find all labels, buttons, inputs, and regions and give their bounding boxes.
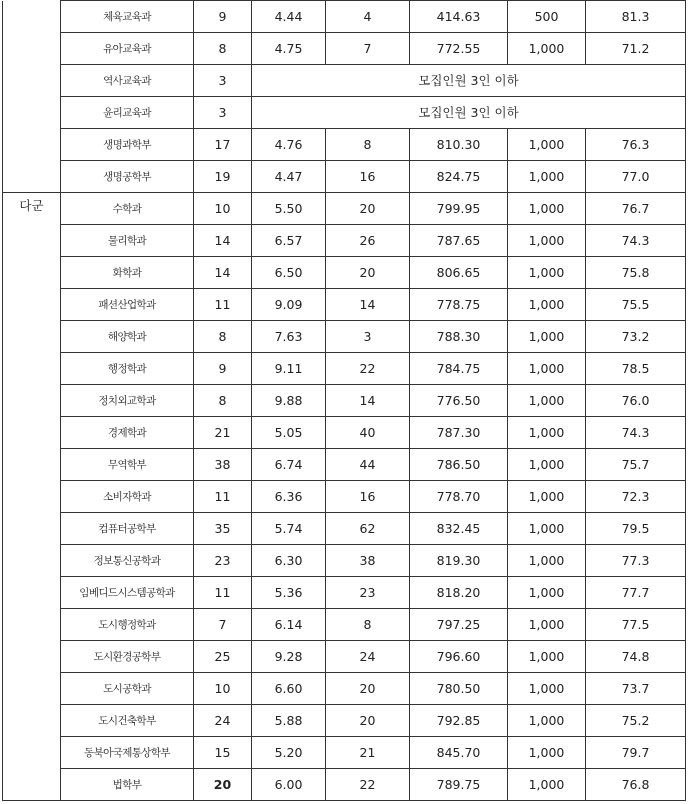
table-body (3, 1, 686, 801)
full-score-cell: 1,000 (508, 33, 586, 65)
average-score-cell: 414.63 (410, 1, 508, 33)
percentage-cell: 76.0 (586, 385, 686, 417)
competition-ratio-cell: 6.60 (252, 673, 326, 705)
table-row (3, 129, 686, 161)
percentage-cell: 76.7 (586, 193, 686, 225)
average-score-cell: 787.30 (410, 417, 508, 449)
additional-acceptance-cell: 20 (326, 257, 410, 289)
full-score-cell: 1,000 (508, 481, 586, 513)
competition-ratio-cell: 6.74 (252, 449, 326, 481)
average-score-cell: 796.60 (410, 641, 508, 673)
quota-cell: 21 (194, 417, 252, 449)
average-score-cell: 780.50 (410, 673, 508, 705)
full-score-cell: 1,000 (508, 641, 586, 673)
additional-acceptance-cell: 22 (326, 769, 410, 801)
department-name-cell: 동북아국제통상학부 (61, 737, 194, 769)
department-name-cell: 생명과학부 (61, 129, 194, 161)
percentage-cell: 77.5 (586, 609, 686, 641)
full-score-cell: 1,000 (508, 385, 586, 417)
table-row (3, 321, 686, 353)
quota-cell: 9 (194, 353, 252, 385)
percentage-cell: 79.5 (586, 513, 686, 545)
quota-cell: 3 (194, 97, 252, 129)
competition-ratio-cell: 5.20 (252, 737, 326, 769)
table-row (3, 193, 686, 225)
table-row (3, 705, 686, 737)
quota-cell: 14 (194, 225, 252, 257)
table-row (3, 289, 686, 321)
quota-cell: 11 (194, 481, 252, 513)
merged-note-cell: 모집인원 3인 이하 (252, 65, 686, 97)
percentage-cell: 74.3 (586, 417, 686, 449)
percentage-cell: 81.3 (586, 1, 686, 33)
competition-ratio-cell: 9.09 (252, 289, 326, 321)
percentage-cell: 77.0 (586, 161, 686, 193)
department-name-cell: 생명공학부 (61, 161, 194, 193)
average-score-cell: 797.25 (410, 609, 508, 641)
quota-cell: 11 (194, 289, 252, 321)
department-name-cell: 윤리교육과 (61, 97, 194, 129)
percentage-cell: 75.7 (586, 449, 686, 481)
quota-cell: 11 (194, 577, 252, 609)
department-name-cell: 임베디드시스템공학과 (61, 577, 194, 609)
table-row (3, 1, 686, 33)
quota-cell: 14 (194, 257, 252, 289)
additional-acceptance-cell: 22 (326, 353, 410, 385)
competition-ratio-cell: 5.50 (252, 193, 326, 225)
percentage-cell: 73.2 (586, 321, 686, 353)
percentage-cell: 77.7 (586, 577, 686, 609)
department-name-cell: 물리학과 (61, 225, 194, 257)
percentage-cell: 78.5 (586, 353, 686, 385)
quota-cell: 15 (194, 737, 252, 769)
average-score-cell: 824.75 (410, 161, 508, 193)
average-score-cell: 845.70 (410, 737, 508, 769)
table-row (3, 513, 686, 545)
full-score-cell: 1,000 (508, 193, 586, 225)
table-row (3, 33, 686, 65)
quota-cell: 25 (194, 641, 252, 673)
additional-acceptance-cell: 38 (326, 545, 410, 577)
percentage-cell: 71.2 (586, 33, 686, 65)
full-score-cell: 1,000 (508, 577, 586, 609)
department-name-cell: 도시건축학부 (61, 705, 194, 737)
full-score-cell: 1,000 (508, 545, 586, 577)
quota-cell: 38 (194, 449, 252, 481)
percentage-cell: 77.3 (586, 545, 686, 577)
percentage-cell: 76.8 (586, 769, 686, 801)
competition-ratio-cell: 5.05 (252, 417, 326, 449)
department-name-cell: 역사교육과 (61, 65, 194, 97)
average-score-cell: 776.50 (410, 385, 508, 417)
competition-ratio-cell: 4.44 (252, 1, 326, 33)
average-score-cell: 799.95 (410, 193, 508, 225)
full-score-cell: 1,000 (508, 513, 586, 545)
table-row (3, 641, 686, 673)
percentage-cell: 75.8 (586, 257, 686, 289)
full-score-cell: 1,000 (508, 129, 586, 161)
additional-acceptance-cell: 14 (326, 385, 410, 417)
average-score-cell: 819.30 (410, 545, 508, 577)
average-score-cell: 806.65 (410, 257, 508, 289)
additional-acceptance-cell: 4 (326, 1, 410, 33)
full-score-cell: 1,000 (508, 225, 586, 257)
group-b-label-cell: 다군 (3, 193, 61, 801)
department-name-cell: 컴퓨터공학부 (61, 513, 194, 545)
table-row (3, 769, 686, 801)
competition-ratio-cell: 9.88 (252, 385, 326, 417)
table-row (3, 449, 686, 481)
percentage-cell: 76.3 (586, 129, 686, 161)
department-name-cell: 정보통신공학과 (61, 545, 194, 577)
table-row (3, 577, 686, 609)
additional-acceptance-cell: 21 (326, 737, 410, 769)
average-score-cell: 772.55 (410, 33, 508, 65)
average-score-cell: 788.30 (410, 321, 508, 353)
quota-cell: 24 (194, 705, 252, 737)
percentage-cell: 75.5 (586, 289, 686, 321)
additional-acceptance-cell: 3 (326, 321, 410, 353)
department-name-cell: 해양학과 (61, 321, 194, 353)
average-score-cell: 784.75 (410, 353, 508, 385)
average-score-cell: 778.75 (410, 289, 508, 321)
department-name-cell: 정치외교학과 (61, 385, 194, 417)
quota-cell: 9 (194, 1, 252, 33)
group-a-cell (3, 1, 61, 193)
quota-cell: 10 (194, 673, 252, 705)
additional-acceptance-cell: 44 (326, 449, 410, 481)
average-score-cell: 832.45 (410, 513, 508, 545)
additional-acceptance-cell: 8 (326, 609, 410, 641)
additional-acceptance-cell: 23 (326, 577, 410, 609)
additional-acceptance-cell: 14 (326, 289, 410, 321)
table-row (3, 481, 686, 513)
competition-ratio-cell: 9.28 (252, 641, 326, 673)
competition-ratio-cell: 6.50 (252, 257, 326, 289)
competition-ratio-cell: 7.63 (252, 321, 326, 353)
additional-acceptance-cell: 16 (326, 161, 410, 193)
quota-cell: 23 (194, 545, 252, 577)
competition-ratio-cell: 9.11 (252, 353, 326, 385)
department-name-cell: 경제학과 (61, 417, 194, 449)
quota-cell: 8 (194, 385, 252, 417)
percentage-cell: 75.2 (586, 705, 686, 737)
additional-acceptance-cell: 20 (326, 673, 410, 705)
competition-ratio-cell: 4.75 (252, 33, 326, 65)
competition-ratio-cell: 6.14 (252, 609, 326, 641)
quota-cell: 7 (194, 609, 252, 641)
percentage-cell: 74.3 (586, 225, 686, 257)
department-name-cell: 도시행정학과 (61, 609, 194, 641)
full-score-cell: 1,000 (508, 769, 586, 801)
average-score-cell: 818.20 (410, 577, 508, 609)
department-name-cell: 무역학부 (61, 449, 194, 481)
quota-cell: 19 (194, 161, 252, 193)
full-score-cell: 1,000 (508, 449, 586, 481)
additional-acceptance-cell: 7 (326, 33, 410, 65)
full-score-cell: 1,000 (508, 257, 586, 289)
quota-cell: 17 (194, 129, 252, 161)
department-name-cell: 행정학과 (61, 353, 194, 385)
full-score-cell: 1,000 (508, 161, 586, 193)
percentage-cell: 73.7 (586, 673, 686, 705)
department-name-cell: 소비자학과 (61, 481, 194, 513)
additional-acceptance-cell: 62 (326, 513, 410, 545)
table-row (3, 673, 686, 705)
additional-acceptance-cell: 26 (326, 225, 410, 257)
full-score-cell: 1,000 (508, 417, 586, 449)
competition-ratio-cell: 6.30 (252, 545, 326, 577)
table-row (3, 385, 686, 417)
department-name-cell: 도시환경공학부 (61, 641, 194, 673)
table-row (3, 417, 686, 449)
table-row (3, 737, 686, 769)
department-name-cell: 유아교육과 (61, 33, 194, 65)
additional-acceptance-cell: 40 (326, 417, 410, 449)
quota-cell: 35 (194, 513, 252, 545)
full-score-cell: 1,000 (508, 353, 586, 385)
full-score-cell: 500 (508, 1, 586, 33)
quota-cell: 3 (194, 65, 252, 97)
department-name-cell: 도시공학과 (61, 673, 194, 705)
competition-ratio-cell: 4.76 (252, 129, 326, 161)
table-row (3, 225, 686, 257)
additional-acceptance-cell: 16 (326, 481, 410, 513)
full-score-cell: 1,000 (508, 321, 586, 353)
competition-ratio-cell: 6.57 (252, 225, 326, 257)
full-score-cell: 1,000 (508, 673, 586, 705)
quota-cell: 10 (194, 193, 252, 225)
department-name-cell: 패션산업학과 (61, 289, 194, 321)
quota-cell: 20 (194, 769, 252, 801)
merged-note-cell: 모집인원 3인 이하 (252, 97, 686, 129)
table-row (3, 65, 686, 97)
table-row (3, 545, 686, 577)
average-score-cell: 778.70 (410, 481, 508, 513)
competition-ratio-cell: 6.00 (252, 769, 326, 801)
additional-acceptance-cell: 20 (326, 193, 410, 225)
department-name-cell: 법학부 (61, 769, 194, 801)
full-score-cell: 1,000 (508, 737, 586, 769)
department-name-cell: 체육교육과 (61, 1, 194, 33)
full-score-cell: 1,000 (508, 289, 586, 321)
competition-ratio-cell: 5.74 (252, 513, 326, 545)
table-row (3, 97, 686, 129)
average-score-cell: 792.85 (410, 705, 508, 737)
additional-acceptance-cell: 8 (326, 129, 410, 161)
full-score-cell: 1,000 (508, 705, 586, 737)
average-score-cell: 810.30 (410, 129, 508, 161)
average-score-cell: 789.75 (410, 769, 508, 801)
average-score-cell: 786.50 (410, 449, 508, 481)
full-score-cell: 1,000 (508, 609, 586, 641)
percentage-cell: 72.3 (586, 481, 686, 513)
percentage-cell: 74.8 (586, 641, 686, 673)
table-row (3, 257, 686, 289)
quota-cell: 8 (194, 321, 252, 353)
competition-ratio-cell: 5.88 (252, 705, 326, 737)
additional-acceptance-cell: 20 (326, 705, 410, 737)
additional-acceptance-cell: 24 (326, 641, 410, 673)
department-name-cell: 화학과 (61, 257, 194, 289)
department-name-cell: 수학과 (61, 193, 194, 225)
table-row (3, 161, 686, 193)
table-row (3, 609, 686, 641)
table-row (3, 353, 686, 385)
admission-results-table (2, 0, 686, 801)
competition-ratio-cell: 6.36 (252, 481, 326, 513)
competition-ratio-cell: 5.36 (252, 577, 326, 609)
percentage-cell: 79.7 (586, 737, 686, 769)
average-score-cell: 787.65 (410, 225, 508, 257)
quota-cell: 8 (194, 33, 252, 65)
competition-ratio-cell: 4.47 (252, 161, 326, 193)
